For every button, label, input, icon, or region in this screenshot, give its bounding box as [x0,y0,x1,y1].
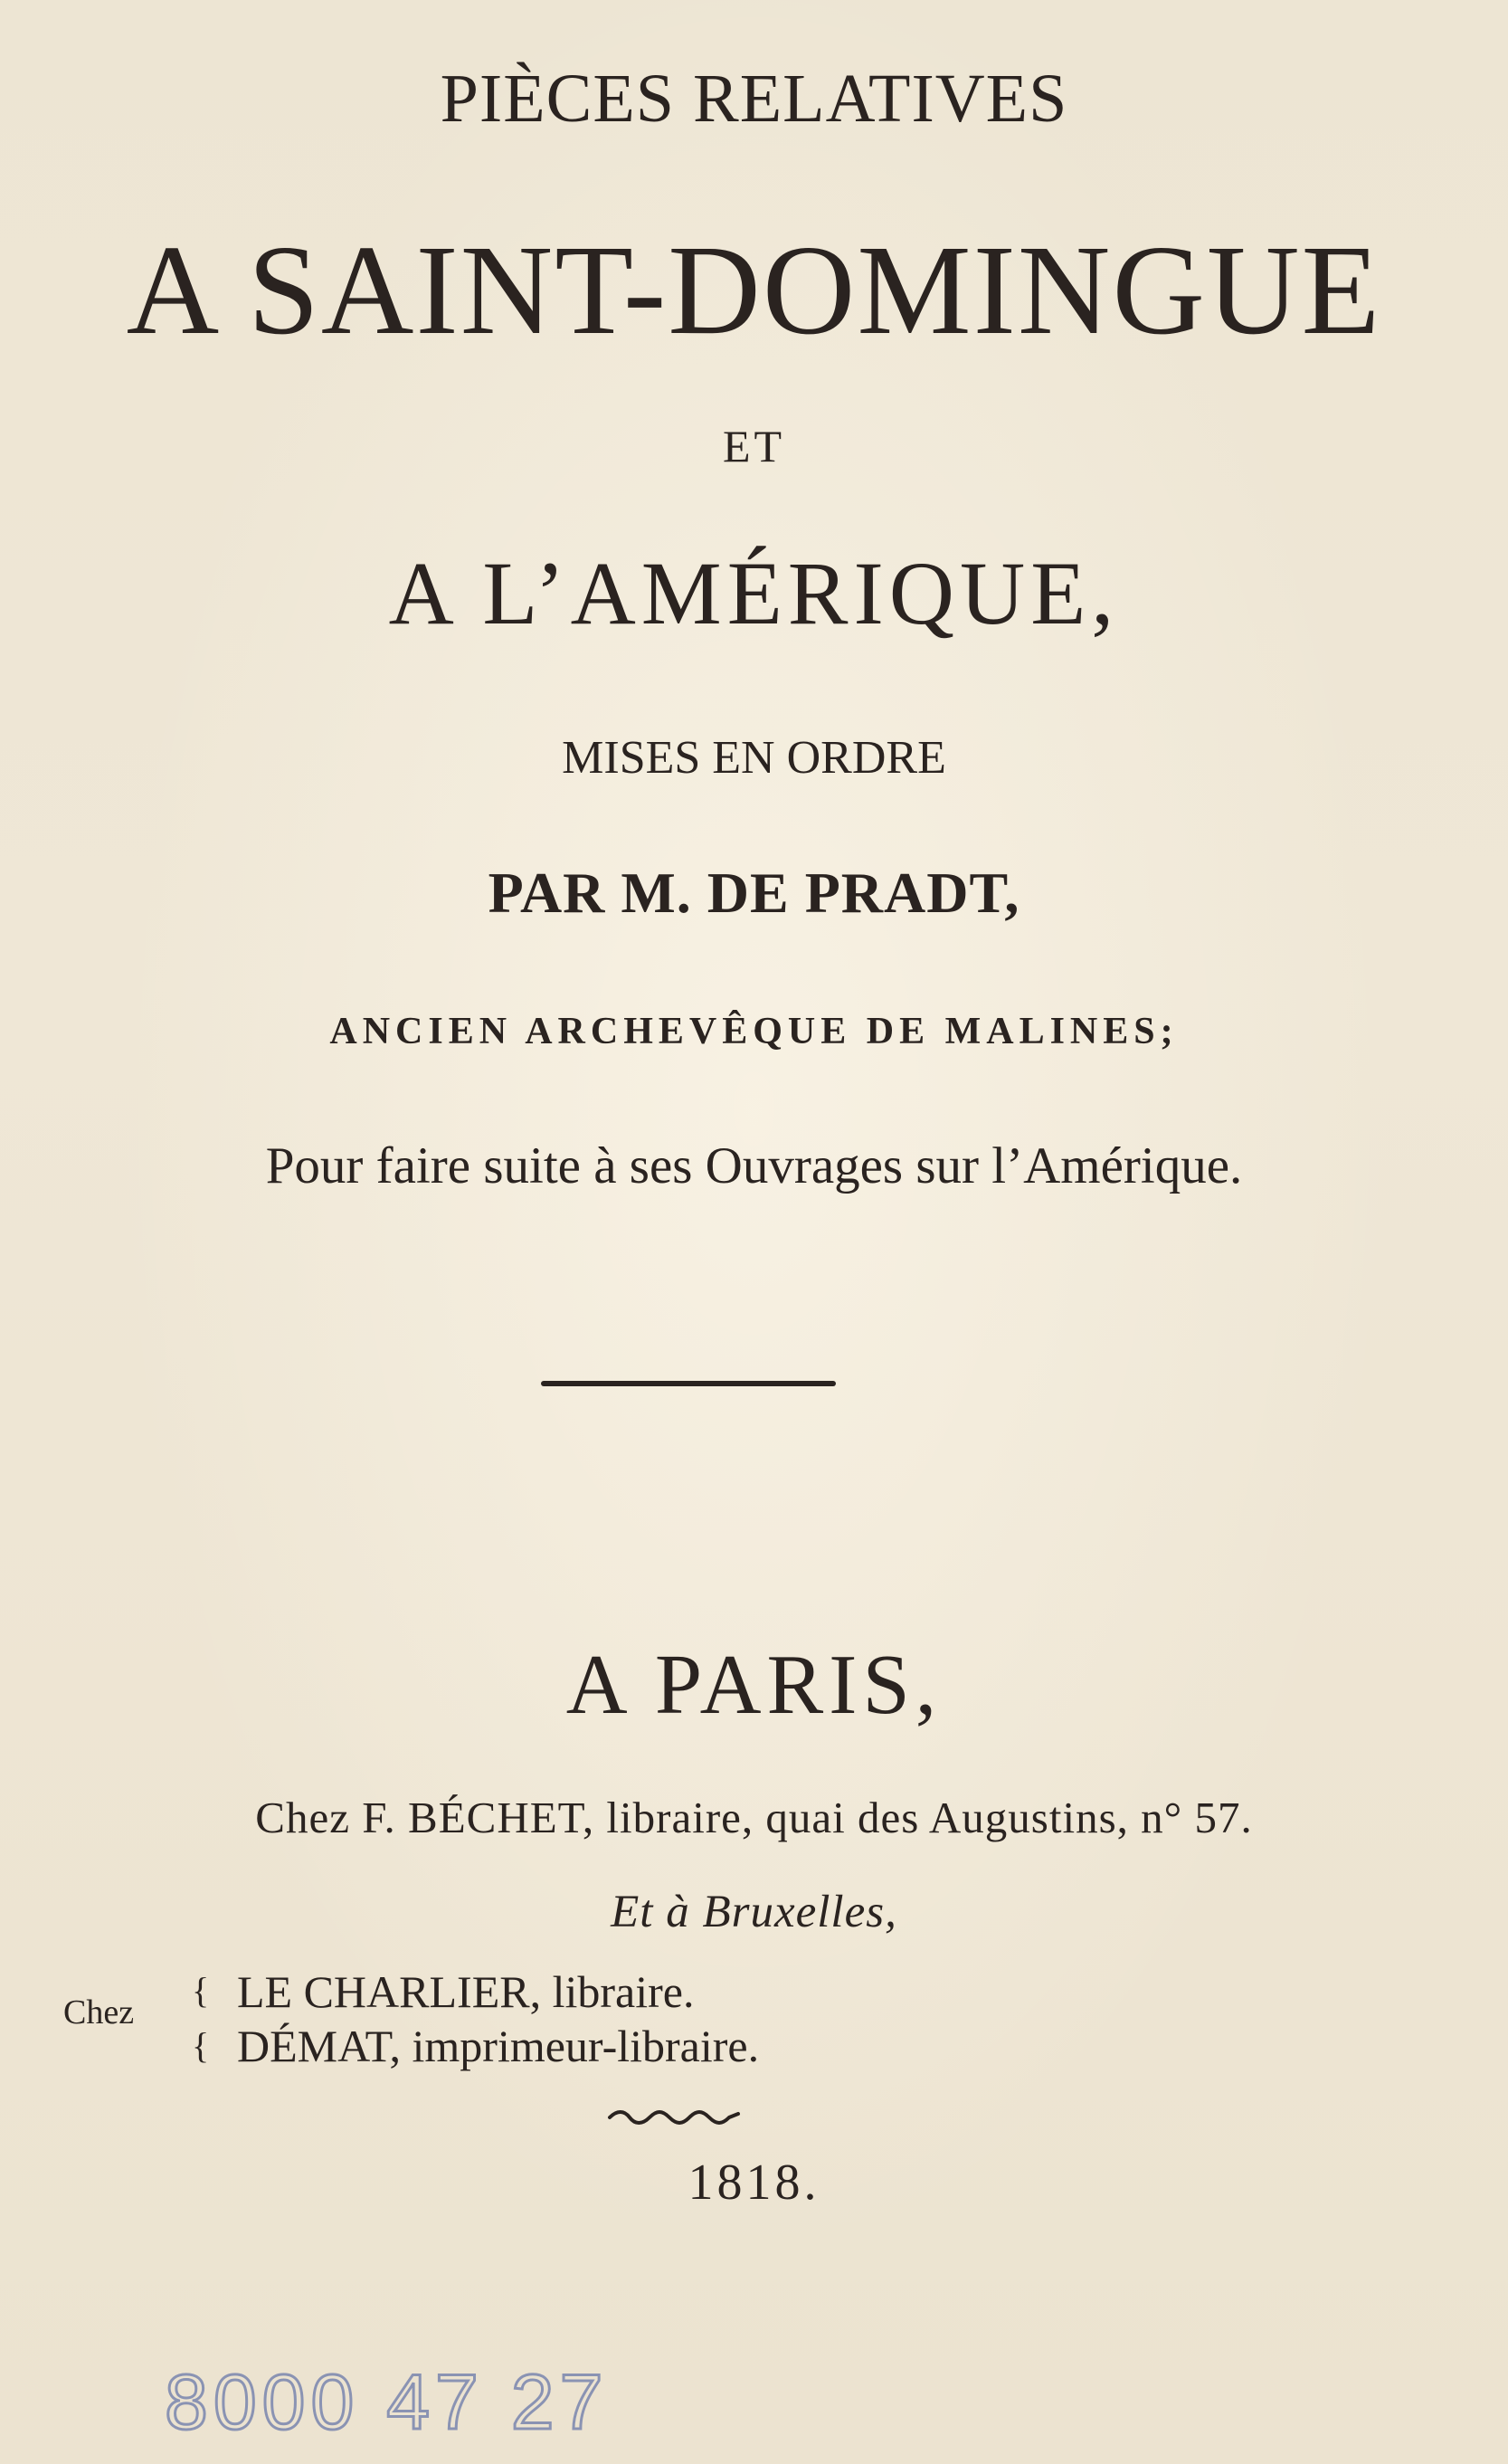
imprint-bruxelles: Et à Bruxelles, [611,1887,897,1937]
brace-bottom: { [192,2025,210,2066]
flourish-ornament [608,2107,740,2125]
imprint-chez-label: Chez [63,1993,135,2031]
subtitle-line: Pour faire suite à ses Ouvrages sur l’Amérique. [265,1137,1243,1194]
imprint-year: 1818. [688,2155,820,2211]
imprint-seller-1: LE CHARLIER, libraire. [237,1966,695,2017]
author-title-line: ANCIEN ARCHEVÊQUE DE MALINES; [329,1011,1179,1052]
library-shelfmark-stamp [161,2353,609,2452]
author-line: PAR M. DE PRADT, [488,861,1020,925]
title-line-amerique: A L’AMÉRIQUE, [388,543,1120,643]
title-line-pieces-relatives: PIÈCES RELATIVES [440,61,1068,137]
brace-top: { [192,1970,210,2011]
divider-rule [541,1381,836,1386]
title-line-saint-domingue: A SAINT-DOMINGUE [126,218,1382,361]
title-line-et: ET [722,421,786,471]
title-line-mises-en-ordre: MISES EN ORDRE [562,732,946,784]
imprint-publisher-line: Chez F. BÉCHET, libraire, quai des Augustins, n° 57. [255,1793,1253,1842]
svg-text:8000 47 27: 8000 47 27 [165,2359,609,2446]
imprint-city: A PARIS, [565,1638,943,1732]
imprint-seller-2: DÉMAT, imprimeur-libraire. [237,2021,760,2071]
